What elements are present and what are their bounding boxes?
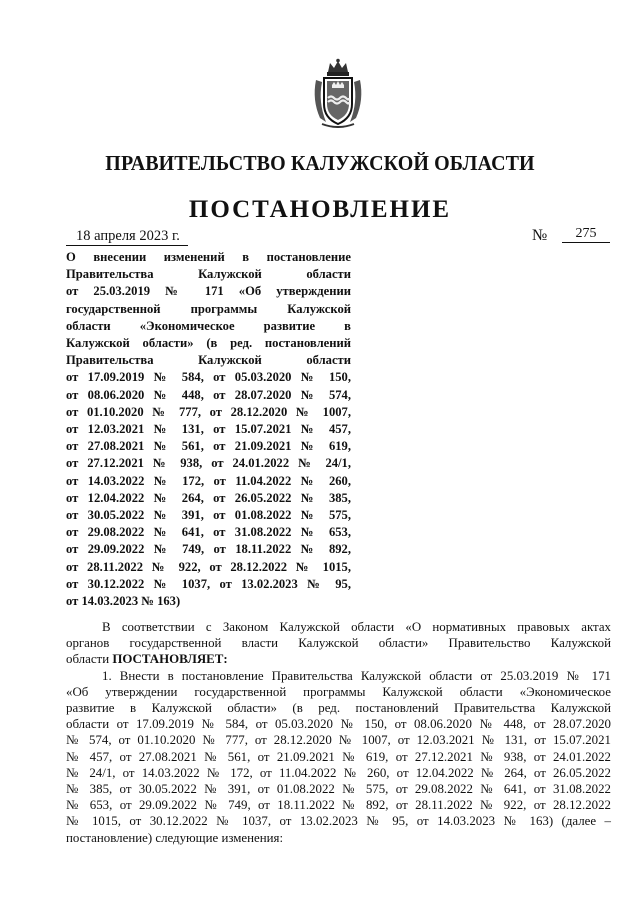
item-line: области от 17.09.2019 № 584, от 05.03.2020 № 150, от 08.06.2020 № 448, от 28.07.2020 xyxy=(66,717,611,732)
preamble-line xyxy=(66,651,611,667)
subject-line: Правительства Калужской области xyxy=(66,267,351,282)
kaluga-coat-of-arms-icon xyxy=(310,58,366,128)
subject-line: от 29.08.2022 № 641, от 31.08.2022 № 653, xyxy=(66,525,351,540)
document-date: 18 апреля 2023 г. xyxy=(66,228,188,246)
subject-line: от 01.10.2020 № 777, от 28.12.2020 № 1007, xyxy=(66,404,351,419)
government-title: ПРАВИТЕЛЬСТВО КАЛУЖСКОЙ ОБЛАСТИ xyxy=(105,151,535,175)
subject-line: О внесении изменений в постановление xyxy=(66,250,351,264)
subject-line: от 27.08.2021 № 561, от 21.09.2021 № 619, xyxy=(66,439,351,454)
decree-body xyxy=(66,619,611,846)
number-label: № xyxy=(532,227,548,244)
item-line: «Об утверждении государственной программы Калужской области «Экономическое xyxy=(66,684,611,699)
preamble-line: В соответствии с Законом Калужской области «О нормативных правовых актах xyxy=(102,620,611,634)
subject-line: от 30.12.2022 № 1037, от 13.02.2023 № 95, xyxy=(66,576,351,591)
subject-line: от 08.06.2020 № 448, от 28.07.2020 № 574, xyxy=(66,387,351,402)
subject-line: Калужской области» (в ред. постановлений xyxy=(66,336,351,351)
item-line: развитие в Калужской области» (в ред. постановлений Правительства Калужской xyxy=(66,701,611,716)
item-line: № 653, от 29.09.2022 № 749, от 18.11.2022 № 892, от 28.11.2022 № 922, от 28.12.2022 xyxy=(66,798,611,813)
subject-line: от 25.03.2019 № 171 «Об утверждении xyxy=(66,284,351,299)
subject-line: от 30.05.2022 № 391, от 01.08.2022 № 575, xyxy=(66,508,351,523)
decree-word: ПОСТАНОВЛЯЕТ: xyxy=(112,652,228,667)
subject-line: от 27.12.2021 № 938, от 24.01.2022 № 24/1, xyxy=(66,456,351,471)
document-number: 275 xyxy=(562,225,610,243)
item-line: № 1015, от 30.12.2022 № 1037, от 13.02.2023 № 95, от 14.03.2023 № 163) (далее – xyxy=(66,814,611,829)
item-line: постановление) следующие изменения: xyxy=(66,830,284,845)
item-line: № 574, от 01.10.2020 № 777, от 28.12.2020 № 1007, от 12.03.2021 № 131, от 15.07.2021 xyxy=(66,733,611,748)
preamble-prefix: области xyxy=(66,652,110,667)
item-line: 1. Внести в постановление Правительства Калужской области от 25.03.2019 № 171 xyxy=(102,668,611,683)
subject-line: от 12.03.2021 № 131, от 15.07.2021 № 457, xyxy=(66,422,351,437)
preamble-line: органов государственной власти Калужской области» Правительство Калужской xyxy=(66,636,611,651)
item-line: № 457, от 27.08.2021 № 561, от 21.09.2021 № 619, от 27.12.2021 № 938, от 24.01.2022 xyxy=(66,749,611,764)
subject-line: государственной программы Калужской xyxy=(66,301,351,316)
subject-line: области «Экономическое развитие в xyxy=(66,318,351,333)
subject-line: от 14.03.2023 № 163) xyxy=(66,594,181,609)
item-line: № 385, от 30.05.2022 № 391, от 01.08.2022 № 575, от 29.08.2022 № 641, от 31.08.2022 xyxy=(66,782,611,797)
subject-line: от 12.04.2022 № 264, от 26.05.2022 № 385, xyxy=(66,490,351,505)
subject-line: от 14.03.2022 № 172, от 11.04.2022 № 260, xyxy=(66,473,351,488)
subject-line: от 29.09.2022 № 749, от 18.11.2022 № 892, xyxy=(66,542,351,557)
subject-line: Правительства Калужской области xyxy=(66,353,351,368)
item-line: № 24/1, от 14.03.2022 № 172, от 11.04.2022 № 260, от 12.04.2022 № 264, от 26.05.2022 xyxy=(66,765,611,780)
subject-line: от 17.09.2019 № 584, от 05.03.2020 № 150, xyxy=(66,370,351,385)
document-type-title: ПОСТАНОВЛЕНИЕ xyxy=(188,196,452,223)
decree-subject xyxy=(66,249,351,610)
subject-line: от 28.11.2022 № 922, от 28.12.2022 № 1015, xyxy=(66,559,351,574)
